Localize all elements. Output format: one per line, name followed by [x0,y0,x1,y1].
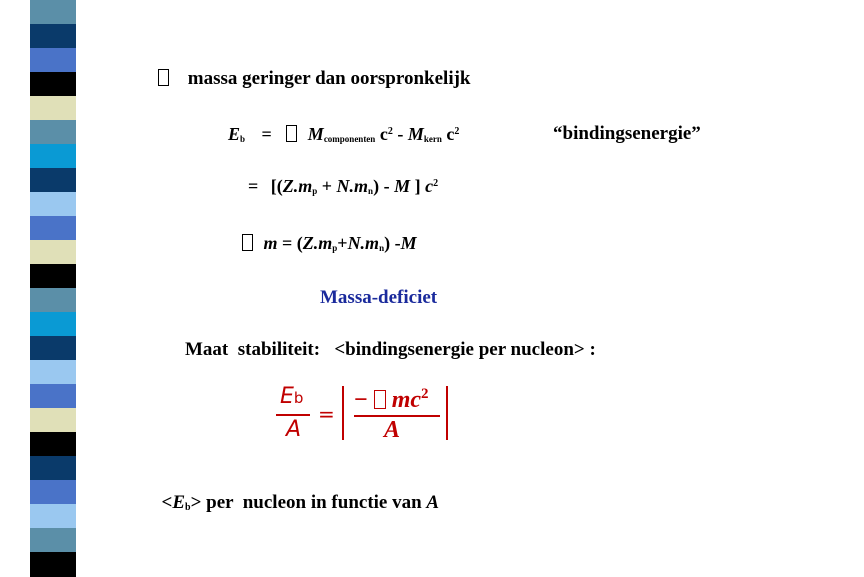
frac-line-left [276,414,310,416]
frac-minus: − [354,387,368,413]
mass-defect-equation [248,176,438,197]
eq1-c: c [379,124,388,144]
eq2-close: ) [373,176,380,196]
stripe-block [30,360,76,385]
eq3-plus: + [337,233,348,253]
eq1-M2-sub: kern [423,134,442,144]
stripe-block [30,72,76,97]
eq2-p: p [312,186,318,196]
eq1-E: E [228,124,241,144]
last-open: <E [161,492,185,513]
eq3-equals: = ( [282,233,303,253]
eq1-c-sup: 2 [387,126,393,137]
frac-numerator-right [354,386,429,414]
eq1-c2: c [446,124,455,144]
eq2-M: M [394,176,411,196]
missing-glyph-icon [242,234,253,251]
eq1-minus: - [397,124,404,144]
stripe-block [30,96,76,121]
stripe-block [30,312,76,337]
eq1-c2-sup: 2 [454,126,460,137]
eq1-M1: M [307,124,324,144]
last-A: A [426,492,440,513]
eq2-minus: - [383,176,390,196]
frac-sup: 2 [421,386,429,402]
stripe-block [30,528,76,553]
frac-A-left: A [286,417,302,442]
eq1-equals: = [261,124,272,144]
stripe-block [30,216,76,241]
stripe-block [30,144,76,169]
eq3-m: m [263,233,278,253]
eq2-n: n [368,186,374,196]
eq3-n: n [379,243,385,253]
eq3-N: N.m [347,233,380,253]
eq2-plus: + [321,176,333,196]
eq3-M: M [400,233,417,253]
last-sub: b [185,502,191,513]
frac-equals: = [318,402,335,426]
delta-m-equation [242,233,417,254]
stripe-block [30,120,76,145]
abs-bar-right [446,386,448,440]
mass-deficit-label: Massa-deficiet [320,287,438,308]
frac-mc: mc [391,387,422,413]
heading-line [158,68,471,90]
heading-text: massa geringer dan oorspronkelijk [187,68,471,89]
eq1-E-sub: b [240,134,246,144]
stripe-block [30,240,76,265]
last-rest: > per nucleon in functie van [190,492,422,513]
stripe-block [30,288,76,313]
frac-E: E [280,384,294,409]
missing-glyph-icon [374,390,386,409]
eq2-bracket: ] [414,176,421,196]
eq3-p: p [332,243,338,253]
missing-glyph-icon [286,125,297,142]
frac-A-right: A [384,417,401,443]
stability-measure: Maat stabiliteit: <bindingsenergie per nucleon> : [185,339,596,360]
stripe-block [30,0,76,25]
stripe-block [30,408,76,433]
binding-energy-label: “bindingsenergie” [553,123,701,144]
stripe-block [30,552,76,577]
stripe-block [30,168,76,193]
stripe-block [30,48,76,73]
decorative-stripe [30,0,76,576]
eq2-equals: = [248,176,259,196]
stripe-block [30,432,76,457]
stripe-block [30,504,76,529]
stripe-block [30,192,76,217]
missing-glyph-icon [158,69,169,86]
eq2-c: c [425,176,434,196]
stripe-block [30,456,76,481]
stripe-block [30,480,76,505]
stripe-block [30,336,76,361]
eq2-N: N.m [336,176,369,196]
frac-numerator-left [280,384,303,409]
stripe-block [30,264,76,289]
eq3-close: ) - [384,233,401,253]
binding-energy-per-nucleon-formula [276,384,466,444]
frac-E-sub: b [293,389,304,407]
eq1-M1-sub: componenten [323,134,376,144]
per-nucleon-line [152,470,439,514]
stripe-block [30,384,76,409]
eq3-Z: Z.m [302,233,333,253]
binding-energy-equation [228,124,459,145]
abs-bar-left [342,386,344,440]
stripe-block [30,24,76,49]
eq1-M2: M [407,124,424,144]
eq2-open: [( [270,176,283,196]
eq2-sup: 2 [433,178,439,189]
eq2-Z: Z.m [282,176,313,196]
